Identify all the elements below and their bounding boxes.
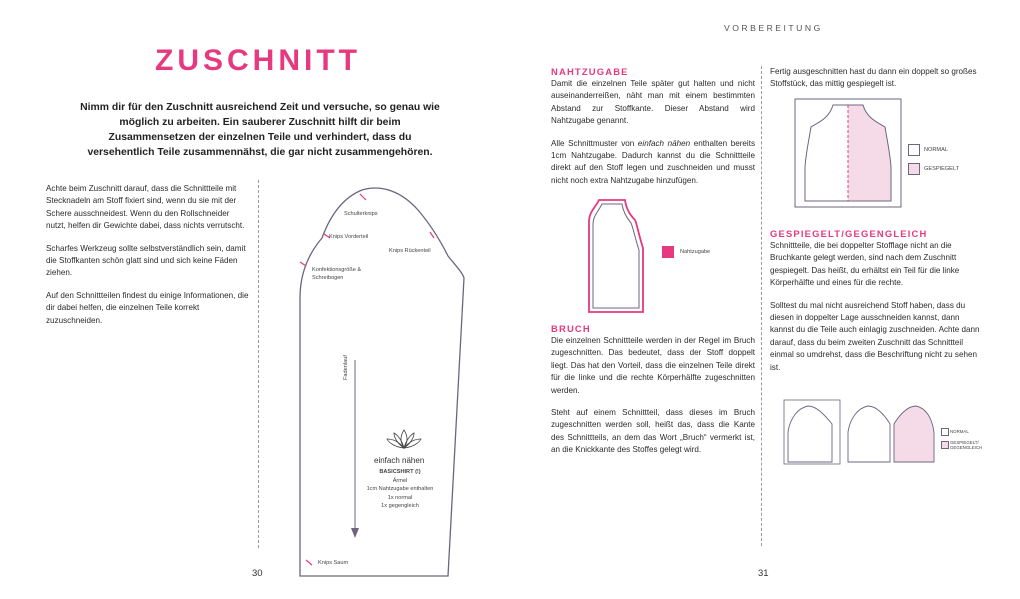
legend-small-label-normal: NORMAL bbox=[950, 429, 969, 434]
legend-label-gespiegelt: GESPIEGELT bbox=[924, 166, 960, 172]
single-layer-sleeves-diagram bbox=[782, 398, 937, 470]
paragraph-3: Auf den Schnittteilen findest du einige Informationen, die dir dabei helfen, die einzelnen Teile korrekt zuzuschneiden. bbox=[46, 290, 249, 325]
bruch-text bbox=[551, 335, 755, 467]
label-knips-rueckenteil: Knips Rückenteil bbox=[389, 248, 431, 254]
seam-allowance-diagram bbox=[585, 196, 655, 316]
legend-small-label-gespiegelt: GESPIEGELT/ GEGENGLEICH bbox=[950, 440, 983, 450]
legend-swatch-gespiegelt bbox=[908, 163, 920, 175]
legend-label-normal: NORMAL bbox=[924, 147, 948, 153]
pattern-info-mirror: 1x gegengleich bbox=[381, 503, 419, 509]
bodice-right-half bbox=[848, 105, 891, 201]
label-fadenlauf: Fadenlauf bbox=[343, 355, 349, 380]
legend-label-nahtzugabe: Nahtzugabe bbox=[680, 249, 711, 255]
paragraph-1: Achte beim Zuschnitt darauf, dass die Schnittteile mit Stecknadeln am Stoff fixiert sind, wenn du sie mit der Schere ausschneidest. Wenn du den Rollschneider nutzt, helfen dir Gewichte dabei, dass nichts verrutscht. bbox=[46, 184, 245, 231]
pattern-info bbox=[360, 468, 440, 511]
gespiegelt-text bbox=[770, 240, 980, 384]
nahtzugabe-paragraph-2: Alle Schnittmuster von einfach nähen enthalten bereits 1cm Nahtzugabe. Dadurch kannst du die Schnittteile direkt auf den Stoff legen und zuschneiden und musst nicht noch extra Nahtzugabe hinzufügen. bbox=[551, 138, 755, 185]
fold-result-text: Fertig ausgeschnitten hast du dann ein doppelt so großes Stoffstück, das mittig gespiegelt ist. bbox=[770, 67, 977, 89]
notch-arrow-shoulder bbox=[360, 194, 366, 200]
bodice-outer-outline bbox=[589, 200, 643, 312]
label-knips-saum: Knips Saum bbox=[318, 560, 349, 566]
notch-arrow-hem bbox=[306, 560, 312, 565]
pattern-info-name: BASICSHIRT (!) bbox=[379, 469, 421, 475]
sleeve-mirrored bbox=[894, 406, 934, 462]
dashed-divider-left bbox=[258, 180, 259, 548]
legend-small-swatch-gespiegelt bbox=[941, 441, 949, 449]
left-body-text bbox=[46, 183, 250, 337]
label-konfektion: Konfektionsgröße & Schreibogen bbox=[312, 267, 362, 281]
bruch-paragraph-1: Die einzelnen Schnittteile werden in der Regel im Bruch zugeschnitten. Das bedeutet, dass der Stoff doppelt liegt. Das hat den Vorteil, dass die einzelnen Teile direkt für die linke und die rechte Körperhälfte zugeschnitten werden. bbox=[551, 336, 755, 395]
pattern-info-normal: 1x normal bbox=[387, 494, 413, 501]
lotus-logo-icon bbox=[387, 430, 421, 448]
sleeve-normal-2 bbox=[848, 406, 890, 462]
legend-swatch-normal bbox=[908, 144, 920, 156]
logo-text: einfach nähen bbox=[374, 456, 425, 465]
gespiegelt-paragraph-1: Schnittteile, die bei doppelter Stofflage nicht an die Bruchkante gelegt werden, sind nach dem Zuschnitt gespiegelt. Das heißt, du erhältst ein Teil für die linke Körperhälfte und eines für die rechte. bbox=[770, 241, 960, 288]
bruch-paragraph-2: Steht auf einem Schnittteil, dass dieses im Bruch zugeschnitten werden soll, heißt das, dass die Kante des Schnittteils, an dem das Wort „Bruch“ vermerkt ist, an die Knickkante des Stoffes gelegt wird. bbox=[551, 408, 755, 455]
label-schulterknips: Schulterknips bbox=[344, 211, 378, 217]
page-number-right: 31 bbox=[758, 568, 769, 579]
page-number-left: 30 bbox=[252, 568, 263, 579]
sleeve-outline bbox=[300, 188, 464, 576]
heading-bruch: BRUCH bbox=[551, 323, 591, 334]
bodice-inner-outline bbox=[593, 204, 639, 308]
paragraph-2: Scharfes Werkzeug sollte selbstverständlich sein, damit die Stoffkanten schön glatt sind und sich keine Fäden ziehen. bbox=[46, 243, 246, 278]
section-label: VORBEREITUNG bbox=[724, 23, 823, 33]
dashed-divider-right bbox=[761, 66, 762, 546]
intro-paragraph: Nimm dir für den Zuschnitt ausreichend Zeit und versuche, so genau wie möglich zu arbeiten. Ein sauberer Zuschnitt hilft dir beim Zusammensetzen der einzelnen Teile und verhindert, dass du versehentlich Teile zusammennähst, die gar nicht zusammengehören. bbox=[80, 102, 440, 158]
pattern-info-part: Ärmel bbox=[392, 477, 408, 484]
legend-swatch-nahtzugabe bbox=[662, 246, 674, 258]
mirrored-bodice-diagram bbox=[793, 97, 903, 209]
notch-arrow-back bbox=[430, 232, 434, 238]
nahtzugabe-paragraph-1: Damit die einzelnen Teile später gut halten und nicht auseinanderreißen, näht man mit einem bestimmten Abstand zur Stoffkante. Dieser Abstand wird Nahtzugabe genannt. bbox=[551, 79, 755, 126]
gespiegelt-paragraph-2: Solltest du mal nicht ausreichend Stoff haben, dass du diesen in doppelter Lage ausschneiden kannst, dann kannst du die Teile auch einlagig zuschneiden. Achte dann darauf, dass du beim zweiten Zuschnitt das Schnittteil einmal so umdrehst, dass die Beschriftung nicht zu sehen ist. bbox=[770, 300, 980, 372]
pattern-info-seam: 1cm Nahtzugabe enthalten bbox=[366, 486, 434, 492]
page-title: ZUSCHNITT bbox=[155, 44, 361, 77]
notch-arrow-size bbox=[300, 262, 306, 266]
nahtzugabe-text bbox=[551, 78, 755, 197]
heading-nahtzugabe: NAHTZUGABE bbox=[551, 66, 629, 77]
label-knips-vorderteil: Knips Vorderteil bbox=[329, 234, 369, 240]
legend-small-swatch-normal bbox=[941, 428, 949, 436]
sleeve-pattern-diagram bbox=[270, 180, 470, 580]
sleeve-normal-1 bbox=[788, 406, 832, 462]
heading-gespiegelt: GESPIEGELT/GEGENGLEICH bbox=[770, 228, 928, 239]
grainline-arrowhead bbox=[351, 528, 359, 538]
